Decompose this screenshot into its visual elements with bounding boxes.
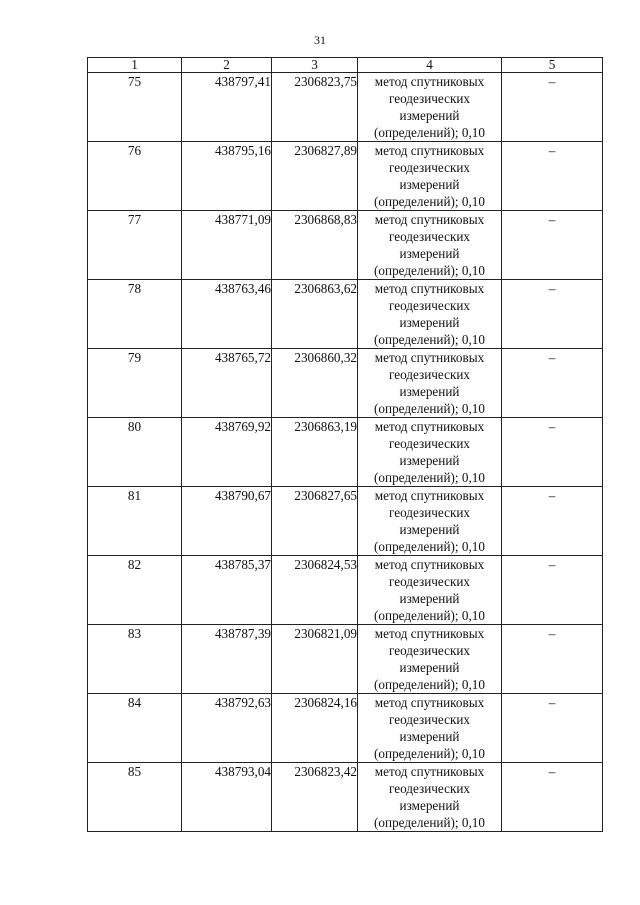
method-line: (определений); 0,10 <box>374 677 485 692</box>
method-line: измерений <box>399 315 460 330</box>
x-coordinate-cell: 438792,63 <box>182 694 272 763</box>
y-coordinate-cell: 2306860,32 <box>272 349 358 418</box>
method-line: измерений <box>399 522 460 537</box>
method-line: измерений <box>399 246 460 261</box>
method-line: метод спутниковых <box>374 626 485 641</box>
y-coordinate-cell: 2306821,09 <box>272 625 358 694</box>
method-line: (определений); 0,10 <box>374 608 485 623</box>
table-header-row <box>88 58 603 73</box>
x-coordinate-cell: 438787,39 <box>182 625 272 694</box>
column-header-2: 2 <box>182 58 272 73</box>
method-line: геодезических <box>388 574 471 589</box>
table-row <box>88 763 603 832</box>
y-coordinate-cell: 2306868,83 <box>272 211 358 280</box>
method-line: (определений); 0,10 <box>374 401 485 416</box>
method-line: измерений <box>399 108 460 123</box>
table-body <box>88 73 603 832</box>
method-line: геодезических <box>388 643 471 658</box>
method-line: измерений <box>399 384 460 399</box>
table-row <box>88 418 603 487</box>
method-cell <box>358 625 502 694</box>
column-5-cell: – <box>502 763 603 832</box>
column-5-cell: – <box>502 625 603 694</box>
column-5-cell: – <box>502 694 603 763</box>
x-coordinate-cell: 438797,41 <box>182 73 272 142</box>
point-number-cell: 80 <box>88 418 182 487</box>
method-line: геодезических <box>388 436 471 451</box>
x-coordinate-cell: 438769,92 <box>182 418 272 487</box>
method-cell <box>358 694 502 763</box>
method-cell <box>358 556 502 625</box>
y-coordinate-cell: 2306863,62 <box>272 280 358 349</box>
y-coordinate-cell: 2306827,89 <box>272 142 358 211</box>
y-coordinate-cell: 2306824,16 <box>272 694 358 763</box>
method-line: метод спутниковых <box>374 143 485 158</box>
column-5-cell: – <box>502 73 603 142</box>
column-header-5: 5 <box>502 58 603 73</box>
method-cell <box>358 73 502 142</box>
table-row <box>88 556 603 625</box>
x-coordinate-cell: 438771,09 <box>182 211 272 280</box>
column-5-cell: – <box>502 418 603 487</box>
method-cell <box>358 280 502 349</box>
method-line: метод спутниковых <box>374 350 485 365</box>
column-5-cell: – <box>502 349 603 418</box>
method-line: метод спутниковых <box>374 557 485 572</box>
method-line: (определений); 0,10 <box>374 332 485 347</box>
method-line: (определений); 0,10 <box>374 263 485 278</box>
method-line: измерений <box>399 798 460 813</box>
page-number: 31 <box>314 33 326 47</box>
method-line: (определений); 0,10 <box>374 194 485 209</box>
x-coordinate-cell: 438795,16 <box>182 142 272 211</box>
method-line: (определений); 0,10 <box>374 815 485 830</box>
column-5-cell: – <box>502 211 603 280</box>
x-coordinate-cell: 438765,72 <box>182 349 272 418</box>
table-row <box>88 280 603 349</box>
table-row <box>88 349 603 418</box>
table-row <box>88 142 603 211</box>
method-line: геодезических <box>388 229 471 244</box>
method-line: измерений <box>399 453 460 468</box>
method-line: метод спутниковых <box>374 74 485 89</box>
column-5-cell: – <box>502 487 603 556</box>
method-line: геодезических <box>388 367 471 382</box>
method-line: геодезических <box>388 298 471 313</box>
method-cell <box>358 763 502 832</box>
method-line: метод спутниковых <box>374 281 485 296</box>
method-line: геодезических <box>388 160 471 175</box>
method-line: измерений <box>399 591 460 606</box>
method-line: геодезических <box>388 781 471 796</box>
method-line: геодезических <box>388 505 471 520</box>
method-line: (определений); 0,10 <box>374 539 485 554</box>
table-row <box>88 211 603 280</box>
column-header-4: 4 <box>358 58 502 73</box>
y-coordinate-cell: 2306863,19 <box>272 418 358 487</box>
column-5-cell: – <box>502 556 603 625</box>
y-coordinate-cell: 2306827,65 <box>272 487 358 556</box>
table-row <box>88 694 603 763</box>
point-number-cell: 82 <box>88 556 182 625</box>
method-line: измерений <box>399 729 460 744</box>
point-number-cell: 77 <box>88 211 182 280</box>
method-line: измерений <box>399 177 460 192</box>
method-line: (определений); 0,10 <box>374 125 485 140</box>
x-coordinate-cell: 438790,67 <box>182 487 272 556</box>
y-coordinate-cell: 2306824,53 <box>272 556 358 625</box>
point-number-cell: 75 <box>88 73 182 142</box>
method-line: геодезических <box>388 91 471 106</box>
point-number-cell: 84 <box>88 694 182 763</box>
point-number-cell: 79 <box>88 349 182 418</box>
column-5-cell: – <box>502 142 603 211</box>
method-line: метод спутниковых <box>374 419 485 434</box>
method-cell <box>358 211 502 280</box>
x-coordinate-cell: 438793,04 <box>182 763 272 832</box>
method-line: (определений); 0,10 <box>374 746 485 761</box>
method-line: измерений <box>399 660 460 675</box>
y-coordinate-cell: 2306823,75 <box>272 73 358 142</box>
x-coordinate-cell: 438785,37 <box>182 556 272 625</box>
table-row <box>88 487 603 556</box>
method-line: метод спутниковых <box>374 695 485 710</box>
table-row <box>88 625 603 694</box>
column-header-3: 3 <box>272 58 358 73</box>
x-coordinate-cell: 438763,46 <box>182 280 272 349</box>
coordinates-table <box>87 57 603 832</box>
column-5-cell: – <box>502 280 603 349</box>
method-cell <box>358 418 502 487</box>
method-cell <box>358 142 502 211</box>
table-row <box>88 73 603 142</box>
column-header-1: 1 <box>88 58 182 73</box>
point-number-cell: 81 <box>88 487 182 556</box>
method-line: (определений); 0,10 <box>374 470 485 485</box>
point-number-cell: 76 <box>88 142 182 211</box>
method-cell <box>358 487 502 556</box>
point-number-cell: 83 <box>88 625 182 694</box>
method-line: геодезических <box>388 712 471 727</box>
y-coordinate-cell: 2306823,42 <box>272 763 358 832</box>
point-number-cell: 85 <box>88 763 182 832</box>
method-line: метод спутниковых <box>374 488 485 503</box>
method-cell <box>358 349 502 418</box>
method-line: метод спутниковых <box>374 212 485 227</box>
point-number-cell: 78 <box>88 280 182 349</box>
method-line: метод спутниковых <box>374 764 485 779</box>
